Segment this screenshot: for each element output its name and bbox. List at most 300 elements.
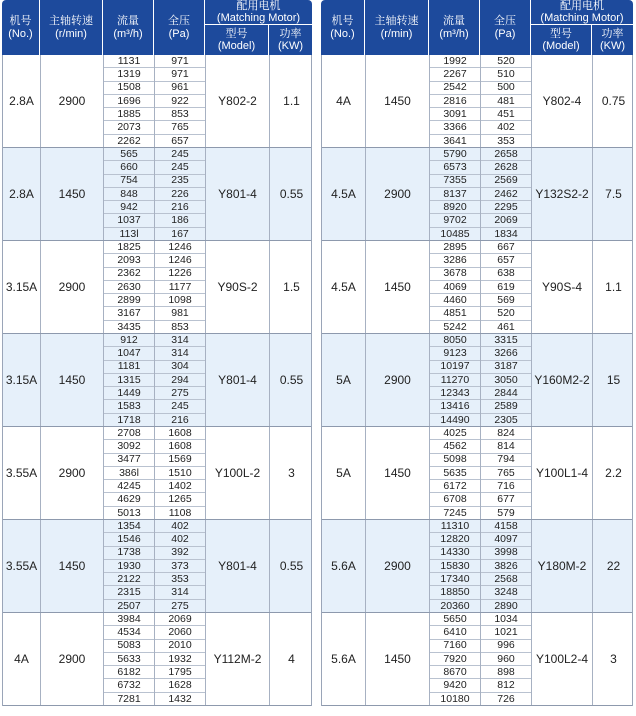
header-pressure-line: (Pa)	[168, 27, 190, 40]
pressure-value: 392	[155, 547, 205, 560]
header-power-line: (KW)	[599, 40, 626, 52]
header-model	[205, 25, 269, 55]
flow-value: 15830	[430, 560, 480, 573]
pressure-value: 1932	[155, 653, 205, 666]
pressure-value: 461	[497, 320, 515, 333]
flow-value: 6172	[430, 480, 480, 493]
flow-list	[430, 520, 481, 612]
flow-value: 1992	[430, 55, 480, 68]
pressure-value: 1108	[168, 506, 192, 519]
pressure-value: 510	[481, 68, 531, 81]
header-motor-line: 配用电机	[236, 0, 281, 12]
pressure-value: 1021	[481, 626, 531, 639]
flow-value: 2507	[117, 599, 141, 612]
fan-no-cell: 4.5A	[322, 241, 366, 333]
fan-no-cell: 4.5A	[322, 148, 366, 240]
flow-value: 1037	[104, 214, 154, 227]
header-speed-line: (r/min)	[380, 27, 413, 40]
header-matching-motor	[531, 0, 633, 25]
flow-value: 3984	[104, 613, 154, 626]
pressure-value: 2069	[481, 214, 531, 227]
flow-value: 12343	[430, 387, 480, 400]
speed-cell: 1450	[366, 241, 430, 333]
flow-value: 6410	[430, 626, 480, 639]
flow-value: 14330	[430, 547, 480, 560]
speed-cell: 1450	[366, 613, 430, 705]
pressure-value: 2462	[481, 188, 531, 201]
flow-value: 3678	[430, 268, 480, 281]
flow-value: 3435	[117, 320, 141, 333]
pressure-value: 4158	[481, 520, 531, 533]
pressure-value: 667	[481, 241, 531, 254]
pressure-value: 226	[155, 188, 205, 201]
speed-cell: 2900	[366, 520, 430, 612]
motor-model-cell: Y801-4	[206, 520, 270, 612]
pressure-value: 898	[481, 666, 531, 679]
flow-value: 10197	[430, 361, 480, 374]
speed-cell: 1450	[41, 148, 104, 240]
fan-no-cell: 3.55A	[3, 427, 41, 519]
flow-value: 754	[104, 175, 154, 188]
flow-value: 4245	[104, 480, 154, 493]
pressure-value: 451	[481, 108, 531, 121]
header-power	[269, 25, 312, 55]
header-no-line: (No.)	[8, 27, 33, 40]
pressure-value: 794	[481, 454, 531, 467]
table-body	[321, 55, 633, 706]
flow-list	[430, 55, 481, 147]
header-flow-line: 流量	[443, 14, 465, 27]
table-row-group	[3, 241, 311, 334]
flow-value: 20360	[440, 599, 470, 612]
flow-value: 1508	[104, 82, 154, 95]
pressure-value: 2628	[481, 161, 531, 174]
flow-value: 4069	[430, 281, 480, 294]
motor-model-cell: Y100L-2	[206, 427, 270, 519]
table-body	[2, 55, 312, 706]
flow-value: 17340	[430, 573, 480, 586]
flow-value: 9702	[430, 214, 480, 227]
pressure-value: 619	[481, 281, 531, 294]
pressure-value: 853	[155, 108, 205, 121]
motor-model-cell: Y801-4	[206, 148, 270, 240]
pressure-value: 373	[155, 560, 205, 573]
flow-list	[104, 427, 155, 519]
flow-value: 9420	[430, 679, 480, 692]
flow-value: 3641	[443, 134, 467, 147]
flow-value: 7355	[430, 175, 480, 188]
pressure-value: 579	[497, 506, 515, 519]
motor-power-cell: 0.75	[601, 94, 626, 108]
pressure-value: 1795	[155, 666, 205, 679]
fan-no-cell: 5A	[322, 427, 366, 519]
header-speed-line: 主轴转速	[49, 14, 93, 27]
flow-value: 14490	[440, 413, 470, 426]
pressure-value: 353	[155, 573, 205, 586]
flow-list	[430, 427, 481, 519]
header-speed-line: (r/min)	[55, 27, 87, 40]
pressure-list	[481, 148, 532, 240]
motor-model-cell: Y90S-2	[206, 241, 270, 333]
flow-value: 2315	[104, 586, 154, 599]
pressure-value: 3050	[481, 374, 531, 387]
pressure-list	[155, 334, 206, 426]
pressure-value: 245	[155, 400, 205, 413]
motor-model-cell: Y801-4	[206, 334, 270, 426]
table-row-group	[322, 55, 632, 148]
pressure-value: 304	[155, 361, 205, 374]
pressure-value: 716	[481, 480, 531, 493]
flow-list	[430, 334, 481, 426]
pressure-value: 2589	[481, 400, 531, 413]
header-no	[2, 0, 40, 55]
flow-value: 848	[104, 188, 154, 201]
motor-power-cell: 22	[606, 559, 621, 573]
pressure-value: 971	[155, 55, 205, 68]
pressure-value: 2010	[155, 640, 205, 653]
pressure-list	[155, 613, 206, 705]
pressure-value: 812	[481, 679, 531, 692]
flow-value: 5633	[104, 653, 154, 666]
flow-value: 18850	[430, 586, 480, 599]
flow-value: 4534	[104, 626, 154, 639]
header-speed	[40, 0, 103, 55]
pressure-value: 971	[155, 68, 205, 81]
pressure-value: 569	[481, 294, 531, 307]
flow-value: 5083	[104, 640, 154, 653]
pressure-value: 1608	[155, 440, 205, 453]
flow-value: 2073	[104, 121, 154, 134]
pressure-value: 481	[481, 95, 531, 108]
fan-no-cell: 3.55A	[3, 520, 41, 612]
pressure-value: 726	[497, 692, 515, 705]
flow-value: 6573	[430, 161, 480, 174]
flow-value: 2362	[104, 268, 154, 281]
flow-value: 8137	[430, 188, 480, 201]
fan-no-cell: 5A	[322, 334, 366, 426]
header-flow-line: (m³/h)	[113, 27, 143, 40]
flow-value: 3092	[104, 440, 154, 453]
pressure-value: 216	[171, 413, 189, 426]
motor-power-cell: 1.5	[283, 280, 300, 294]
motor-power-cell: 0.55	[279, 559, 304, 573]
pressure-value: 2305	[494, 413, 518, 426]
pressure-list	[481, 613, 532, 705]
motor-model-cell: Y160M2-2	[532, 334, 593, 426]
speed-cell: 2900	[366, 334, 430, 426]
header-matching-motor	[205, 0, 312, 25]
speed-cell: 2900	[41, 55, 104, 147]
motor-model-cell: Y100L2-4	[532, 613, 593, 705]
flow-value: 1131	[104, 55, 154, 68]
pressure-value: 1034	[481, 613, 531, 626]
pressure-value: 4097	[481, 533, 531, 546]
flow-value: 2816	[430, 95, 480, 108]
table-row-group	[322, 148, 632, 241]
pressure-value: 520	[481, 55, 531, 68]
motor-power-cell: 2.2	[605, 466, 622, 480]
speed-cell: 2900	[366, 148, 430, 240]
fan-no-cell: 4A	[3, 613, 41, 705]
flow-value: 3091	[430, 108, 480, 121]
flow-value: 5242	[443, 320, 467, 333]
header-speed-line: 主轴转速	[374, 14, 419, 27]
pressure-value: 3826	[481, 560, 531, 573]
flow-value: 1583	[104, 400, 154, 413]
motor-model-cell: Y802-2	[206, 55, 270, 147]
header-pressure-line: 全压	[494, 14, 516, 27]
header-model-line: (Model)	[217, 40, 256, 52]
flow-value: 12820	[430, 533, 480, 546]
table-header	[2, 0, 312, 55]
pressure-value: 765	[481, 467, 531, 480]
flow-value: 1885	[104, 108, 154, 121]
flow-list	[104, 613, 155, 705]
pressure-value: 2658	[481, 148, 531, 161]
flow-list	[104, 334, 155, 426]
pressure-value: 186	[155, 214, 205, 227]
flow-value: 4562	[430, 440, 480, 453]
header-model-line: 型号	[225, 28, 248, 40]
pressure-value: 3187	[481, 361, 531, 374]
pressure-value: 922	[155, 95, 205, 108]
pressure-list	[481, 427, 532, 519]
pressure-value: 1608	[155, 427, 205, 440]
pressure-value: 314	[155, 586, 205, 599]
pressure-list	[155, 520, 206, 612]
pressure-value: 520	[481, 307, 531, 320]
speed-cell: 1450	[366, 427, 430, 519]
motor-model-cell: Y112M-2	[206, 613, 270, 705]
header-model	[531, 25, 592, 55]
pressure-value: 996	[481, 640, 531, 653]
motor-power-cell: 7.5	[605, 187, 622, 201]
pressure-value: 2568	[481, 573, 531, 586]
flow-value: 2630	[104, 281, 154, 294]
pressure-value: 3266	[481, 347, 531, 360]
flow-value: 565	[104, 148, 154, 161]
flow-value: 1047	[104, 347, 154, 360]
flow-value: 1930	[104, 560, 154, 573]
pressure-value: 824	[481, 427, 531, 440]
flow-value: 113l	[119, 227, 139, 240]
motor-model-cell: Y100L1-4	[532, 427, 593, 519]
header-power	[592, 25, 633, 55]
header-power-line: 功率	[279, 28, 302, 40]
flow-value: 2262	[117, 134, 141, 147]
header-flow-line: 流量	[117, 14, 139, 27]
pressure-value: 167	[171, 227, 189, 240]
pressure-value: 638	[481, 268, 531, 281]
pressure-value: 853	[171, 320, 189, 333]
table-row-group	[322, 427, 632, 520]
pressure-value: 314	[155, 347, 205, 360]
flow-value: 5790	[430, 148, 480, 161]
flow-value: 912	[104, 334, 154, 347]
pressure-value: 1226	[155, 268, 205, 281]
pressure-value: 1177	[155, 281, 205, 294]
flow-value: 7245	[443, 506, 467, 519]
flow-value: 1825	[104, 241, 154, 254]
table-header	[321, 0, 633, 55]
pressure-list	[481, 55, 532, 147]
flow-value: 9123	[430, 347, 480, 360]
pressure-value: 961	[155, 82, 205, 95]
pressure-list	[155, 241, 206, 333]
flow-value: 11270	[430, 374, 480, 387]
pressure-value: 3998	[481, 547, 531, 560]
pressure-value: 1246	[155, 254, 205, 267]
fan-no-cell: 2.8A	[3, 148, 41, 240]
motor-power-cell: 3	[610, 652, 617, 666]
left-spec-table	[2, 0, 312, 706]
flow-value: 1738	[104, 547, 154, 560]
header-no-line: 机号	[331, 14, 354, 27]
speed-cell: 1450	[366, 55, 430, 147]
pressure-value: 3248	[481, 586, 531, 599]
flow-value: 660	[104, 161, 154, 174]
header-flow	[429, 0, 480, 55]
pressure-value: 1628	[155, 679, 205, 692]
speed-cell: 2900	[41, 427, 104, 519]
flow-value: 1354	[104, 520, 154, 533]
flow-value: 2708	[104, 427, 154, 440]
motor-power-cell: 1.1	[605, 280, 622, 294]
header-pressure-line: (Pa)	[494, 27, 516, 40]
pressure-value: 3315	[481, 334, 531, 347]
header-speed	[365, 0, 429, 55]
speed-cell: 1450	[41, 334, 104, 426]
pressure-value: 275	[155, 387, 205, 400]
pressure-value: 1098	[155, 294, 205, 307]
table-row-group	[322, 334, 632, 427]
pressure-value: 2295	[481, 201, 531, 214]
header-model-line: 型号	[550, 28, 572, 40]
header-flow	[103, 0, 154, 55]
flow-list	[104, 520, 155, 612]
flow-value: 7160	[430, 640, 480, 653]
pressure-value: 814	[481, 440, 531, 453]
header-pressure	[480, 0, 531, 55]
pressure-value: 2844	[481, 387, 531, 400]
flow-value: 2899	[104, 294, 154, 307]
flow-value: 386l	[104, 467, 154, 480]
flow-value: 4851	[430, 307, 480, 320]
motor-model-cell: Y802-4	[532, 55, 593, 147]
pressure-value: 402	[155, 533, 205, 546]
header-pressure	[154, 0, 205, 55]
flow-list	[430, 148, 481, 240]
flow-list	[104, 148, 155, 240]
speed-cell: 2900	[41, 613, 104, 705]
header-pressure-line: 全压	[168, 14, 190, 27]
pressure-value: 1834	[494, 227, 518, 240]
flow-list	[104, 55, 155, 147]
header-flow-line: (m³/h)	[439, 27, 469, 40]
flow-value: 6708	[430, 493, 480, 506]
motor-power-cell: 4	[288, 652, 295, 666]
flow-value: 4025	[430, 427, 480, 440]
motor-power-cell: 3	[288, 466, 295, 480]
flow-value: 10180	[440, 692, 470, 705]
header-motor-line: 配用电机	[560, 0, 604, 12]
motor-power-cell: 15	[606, 373, 621, 387]
pressure-value: 1402	[155, 480, 205, 493]
flow-value: 3286	[430, 254, 480, 267]
flow-value: 2895	[430, 241, 480, 254]
pressure-value: 2569	[481, 175, 531, 188]
flow-value: 942	[104, 201, 154, 214]
motor-model-cell: Y180M-2	[532, 520, 593, 612]
pressure-value: 245	[155, 161, 205, 174]
flow-value: 5635	[430, 467, 480, 480]
pressure-list	[155, 427, 206, 519]
flow-value: 3366	[430, 121, 480, 134]
pressure-value: 1246	[155, 241, 205, 254]
pressure-value: 1265	[155, 493, 205, 506]
pressure-value: 314	[155, 334, 205, 347]
flow-value: 1449	[104, 387, 154, 400]
header-no	[321, 0, 365, 55]
pressure-value: 294	[155, 374, 205, 387]
pressure-value: 1510	[155, 467, 205, 480]
table-row-group	[3, 55, 311, 148]
flow-list	[430, 613, 481, 705]
pressure-value: 216	[155, 201, 205, 214]
flow-value: 2267	[430, 68, 480, 81]
flow-value: 1546	[104, 533, 154, 546]
header-model-line: (Model)	[542, 40, 580, 52]
flow-value: 4460	[430, 294, 480, 307]
pressure-value: 2060	[155, 626, 205, 639]
flow-value: 13416	[430, 400, 480, 413]
pressure-value: 500	[481, 82, 531, 95]
flow-value: 5650	[430, 613, 480, 626]
motor-power-cell: 0.55	[279, 187, 304, 201]
flow-value: 8050	[430, 334, 480, 347]
flow-value: 1319	[104, 68, 154, 81]
fan-no-cell: 5.6A	[322, 613, 366, 705]
flow-list	[104, 241, 155, 333]
flow-value: 2542	[430, 82, 480, 95]
pressure-value: 981	[155, 307, 205, 320]
flow-value: 1718	[117, 413, 141, 426]
header-no-line: 机号	[9, 14, 32, 27]
pressure-value: 1432	[168, 692, 192, 705]
flow-value: 11310	[430, 520, 480, 533]
flow-value: 8920	[430, 201, 480, 214]
table-row-group	[3, 334, 311, 427]
speed-cell: 1450	[41, 520, 104, 612]
speed-cell: 2900	[41, 241, 104, 333]
pressure-value: 2890	[494, 599, 518, 612]
table-row-group	[3, 427, 311, 520]
table-row-group	[3, 520, 311, 613]
pressure-value: 657	[171, 134, 189, 147]
motor-model-cell: Y132S2-2	[532, 148, 593, 240]
table-row-group	[322, 520, 632, 613]
pressure-value: 657	[481, 254, 531, 267]
fan-no-cell: 5.6A	[322, 520, 366, 612]
table-row-group	[322, 241, 632, 334]
pressure-list	[481, 334, 532, 426]
flow-value: 7281	[117, 692, 141, 705]
flow-value: 8670	[430, 666, 480, 679]
flow-value: 3477	[104, 454, 154, 467]
flow-value: 4629	[104, 493, 154, 506]
fan-no-cell: 4A	[322, 55, 366, 147]
motor-power-cell: 0.55	[279, 373, 304, 387]
